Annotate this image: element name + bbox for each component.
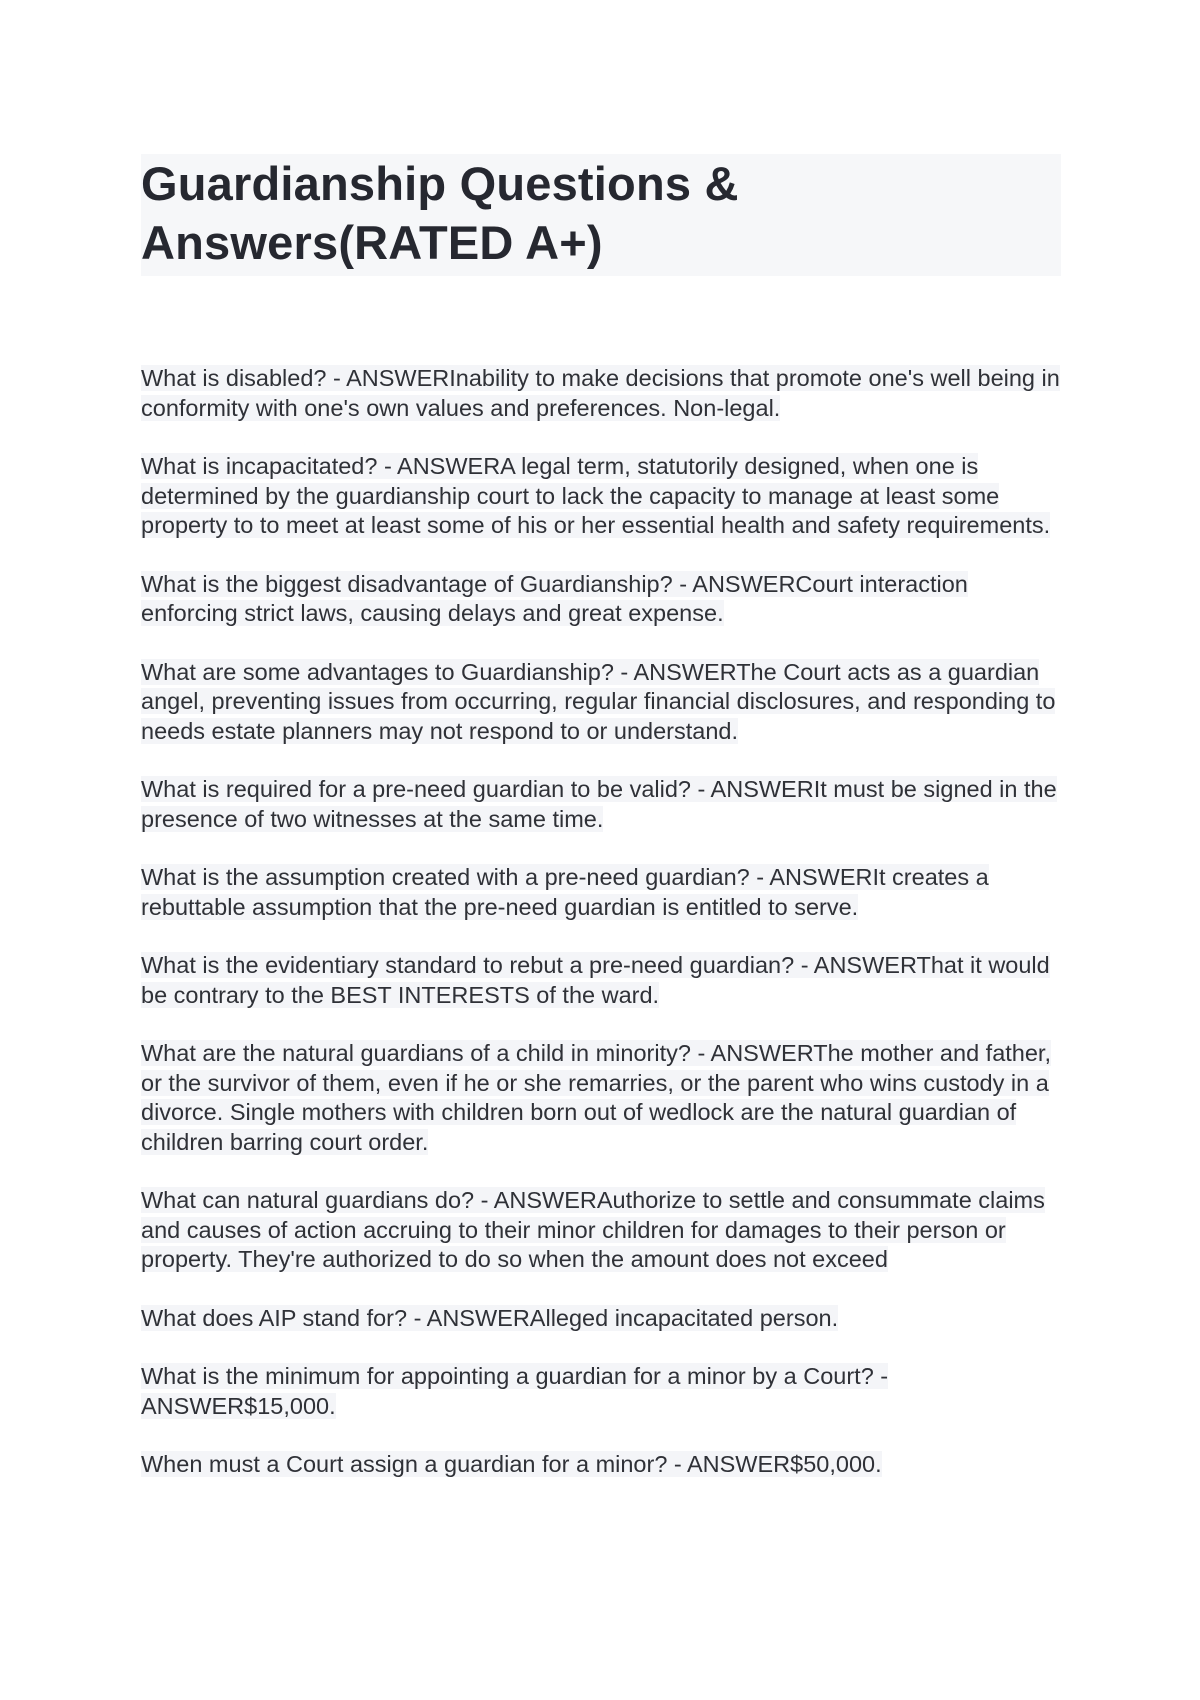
qa-item: [141, 1304, 1061, 1334]
qa-text: When must a Court assign a guardian for a minor? - ANSWER$50,000.: [141, 1451, 882, 1477]
qa-text: What is disabled? - ANSWERInability to make decisions that promote one's well being in conformity with one's own values and preferences. Non-legal.: [141, 365, 1060, 421]
qa-item: [141, 570, 1061, 629]
qa-item: [141, 364, 1061, 423]
qa-text: What is incapacitated? - ANSWERA legal term, statutorily designed, when one is determined by the guardianship court to lack the capacity to manage at least some property to to meet at least some of his or her essential health and safety requirements.: [141, 453, 1051, 538]
qa-text: What does AIP stand for? - ANSWERAlleged incapacitated person.: [141, 1304, 839, 1331]
qa-item: [141, 1186, 1061, 1275]
qa-item: [141, 863, 1061, 922]
qa-text: What is the assumption created with a pre-need guardian? - ANSWERIt creates a rebuttable assumption that the pre-need guardian is entitled to serve.: [141, 864, 989, 920]
qa-text: What is the evidentiary standard to rebut a pre-need guardian? - ANSWERThat it would be contrary to the BEST INTERESTS of the ward.: [141, 952, 1050, 1008]
qa-item: [141, 452, 1061, 541]
document-page: [141, 154, 1061, 1509]
qa-text: What can natural guardians do? - ANSWERAuthorize to settle and consummate claims and causes of action accruing to their minor children for damages to their person or property. They're authorized to do so when the amount does not exceed: [141, 1187, 1045, 1272]
page-title: Guardianship Questions & Answers(RATED A+): [141, 157, 739, 269]
qa-item: [141, 1362, 1061, 1421]
qa-text: What is required for a pre-need guardian to be valid? - ANSWERIt must be signed in the presence of two witnesses at the same time.: [141, 776, 1057, 832]
qa-item: [141, 775, 1061, 834]
qa-text: What is the biggest disadvantage of Guardianship? - ANSWERCourt interaction enforcing strict laws, causing delays and great expense.: [141, 570, 968, 626]
qa-text: What are some advantages to Guardianship? - ANSWERThe Court acts as a guardian angel, preventing issues from occurring, regular financial disclosures, and responding to needs estate planners may not respond to or understand.: [141, 658, 1056, 744]
qa-list: [141, 364, 1061, 1480]
qa-text: What is the minimum for appointing a guardian for a minor by a Court? - ANSWER$15,000.: [141, 1363, 889, 1419]
title-block: [141, 154, 1061, 276]
qa-item: [141, 1039, 1061, 1157]
qa-item: [141, 1450, 1061, 1480]
qa-text: What are the natural guardians of a child in minority? - ANSWERThe mother and father, or the survivor of them, even if he or she remarries, or the parent who wins custody in a divorce. Single mothers with children born out of wedlock are the natural guardian of children barring court order.: [141, 1040, 1051, 1155]
qa-item: [141, 951, 1061, 1010]
qa-item: [141, 658, 1061, 747]
